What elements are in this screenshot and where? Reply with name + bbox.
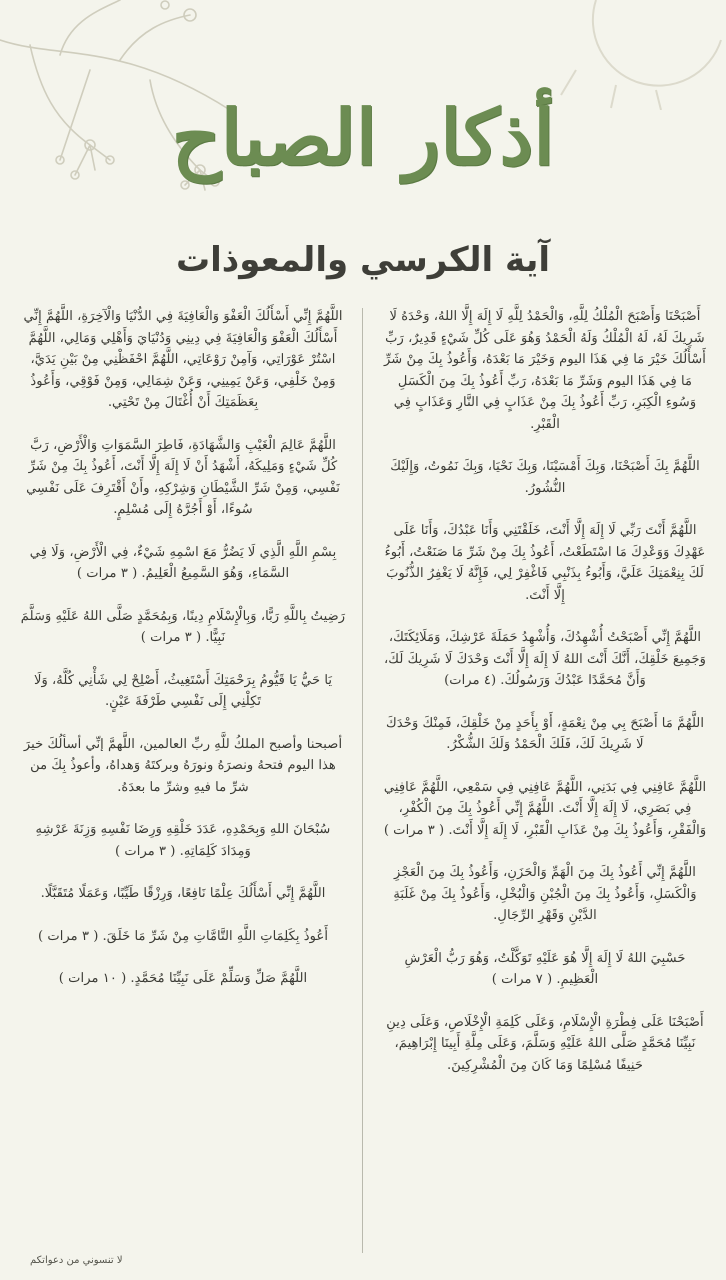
page-title: أذكار الصباح [171,93,555,182]
left-column [20,306,346,1011]
page-subtitle: آية الكرسي والمعوذات [175,240,551,280]
dhikr-item: أَصْبَحْنَا وَأَصْبَحَ الْمُلْكُ لِلَّهِ، وَالْحَمْدُ لِلَّهِ لَا إِلَهَ إِلَّا اللهُ، وَحْدَهُ لَا شَرِيكَ لَهُ، لَهُ الْمُلْكُ وَلَهُ الْحَمْدُ وَهُوَ عَلَى كُلِّ شَيْءٍ قَدِيرٌ، رَبِّ أَسْأَلُكَ خَيْرَ مَا فِي هَذَا اليوم وَخَيْرَ مَا بَعْدَهُ، وَأَعُوذُ بِكَ مِنْ شَرِّ مَا فِي هَذَا اليوم وَشَرِّ مَا بَعْدَهُ، رَبِّ أَعُوذُ بِكَ مِنَ الْكَسَلِ وَسُوءِ الْكِبَرِ، رَبِّ أَعُوذُ بِكَ مِنْ عَذَابٍ فِي النَّارِ وَعَذَابٍ فِي الْقَبْرِ. [384,309,706,432]
dhikr-item: اللَّهُمَّ صَلِّ وَسَلِّمْ عَلَى نَبِيِّنَا مُحَمَّدٍ. ( ١٠ مرات ) [58,971,308,986]
dhikr-item: رَضِيتُ بِاللَّهِ رَبًّا، وَبِالْإِسْلَامِ دِينًا، وَبِمُحَمَّدٍ صَلَّى اللهُ عَلَيْهِ وَسَلَّمَ نَبِيًّا. ( ٣ مرات ) [20,608,346,645]
dhikr-item: اللَّهُمَّ إِنِّي أَصْبَحْتُ أُشْهِدُكَ، وَأُشْهِدُ حَمَلَةَ عَرْشِكَ، وَمَلَائِكَتَكَ، وَجَمِيعَ خَلْقِكَ، أَنَّكَ أَنْتَ اللهُ لَا إِلَهَ إِلَّا أَنْتَ وَحْدَكَ لَا شَرِيكَ لَكَ، وَأَنَّ مُحَمَّدًا عَبْدُكَ وَرَسُولُكَ. (٤ مرات) [384,630,706,688]
column-divider [362,308,363,1253]
right-column [382,306,708,1097]
footer-note: لا تنسوني من دعواتكم [30,1255,123,1266]
dhikr-item: سُبْحَانَ اللهِ وَبِحَمْدِهِ، عَدَدَ خَلْقِهِ وَرِضَا نَفْسِهِ وَزِنَةَ عَرْشِهِ وَمِدَادَ كَلِمَاتِهِ. ( ٣ مرات ) [35,822,331,859]
dhikr-item: اللَّهُمَّ أَنْتَ رَبِّي لَا إِلَهَ إِلَّا أَنْتَ، خَلَقْتَنِي وَأَنَا عَبْدُكَ، وَأَنَا عَلَى عَهْدِكَ وَوَعْدِكَ مَا اسْتَطَعْتُ، أَعُوذُ بِكَ مِنْ شَرِّ مَا صَنَعْتُ، أَبُوءُ لَكَ بِنِعْمَتِكَ عَلَيَّ، وَأَبُوءُ بِذَنْبِي فَاغْفِرْ لِي، فَإِنَّهُ لَا يَغْفِرُ الذُّنُوبَ إِلَّا أَنْتَ. [384,523,706,603]
dhikr-item: اللَّهُمَّ إِنِّي أَعُوذُ بِكَ مِنَ الْهَمِّ وَالْحَزَنِ، وَأَعُوذُ بِكَ مِنَ الْعَجْزِ وَالْكَسَلِ، وَأَعُوذُ بِكَ مِنَ الْجُبْنِ وَالْبُخْلِ، وَأَعُوذُ بِكَ مِنْ غَلَبَةِ الدَّيْنِ وَقَهْرِ الرِّجَالِ. [393,865,697,923]
dhikr-item: اللَّهُمَّ بِكَ أَصْبَحْنَا، وَبِكَ أَمْسَيْنَا، وَبِكَ نَحْيَا، وَبِكَ نَمُوتُ، وَإِلَيْكَ النُّشُورُ. [390,459,700,496]
dhikr-item: أَعُوذُ بِكَلِمَاتِ اللَّهِ التَّامَّاتِ مِنْ شَرِّ مَا خَلَقَ. ( ٣ مرات ) [37,928,329,944]
dhikr-item: أصبحنا وأصبح الملكُ للَّهِ ربِّ العالمين، اللَّهمَّ إنِّي أسألُكَ خيرَ هذا اليوم فتحهُ ونصرَهُ ونورَهُ وبركتَهُ وَهداهُ، وأعوذُ بِكَ من شرِّ ما فيهِ وشرِّ ما بعدَهُ. [23,736,343,795]
dhikr-item: أَصْبَحْنَا عَلَى فِطْرَةِ الْإِسْلَامِ، وَعَلَى كَلِمَةِ الْإِخْلَاصِ، وَعَلَى دِينِ نَبِيِّنَا مُحَمَّدٍ صَلَّى اللهُ عَلَيْهِ وَسَلَّمَ، وَعَلَى مِلَّةِ أَبِينَا إِبْرَاهِيمَ، حَنِيفًا مُسْلِمًا وَمَا كَانَ مِنَ الْمُشْرِكِينَ. [386,1014,704,1073]
dhikr-item: بِسْمِ اللَّهِ الَّذِي لَا يَضُرُّ مَعَ اسْمِهِ شَيْءٌ، فِي الْأَرْضِ، وَلَا فِي السَّمَاءِ، وَهُوَ السَّمِيعُ الْعَلِيمُ. ( ٣ مرات ) [29,544,337,581]
dhikr-item: يَا حَيُّ يَا قَيُّومُ بِرَحْمَتِكَ أَسْتَغِيثُ، أَصْلِحْ لِي شَأْنِي كُلَّهُ، وَلَا تَكِلْنِي إِلَى نَفْسِي طَرْفَةَ عَيْنٍ. [33,672,333,709]
dhikr-item: اللَّهُمَّ مَا أَصْبَحَ بِي مِنْ نِعْمَةٍ، أَوْ بِأَحَدٍ مِنْ خَلْقِكَ، فَمِنْكَ وَحْدَكَ لَا شَرِيكَ لَكَ، فَلَكَ الْحَمْدُ وَلَكَ الشُّكْرُ. [386,715,704,752]
dhikr-item: حَسْبِيَ اللهُ لَا إِلَهَ إِلَّا هُوَ عَلَيْهِ تَوَكَّلْتُ، وَهُوَ رَبُّ الْعَرْشِ الْعَظِيمِ. ( ٧ مرات ) [404,950,686,987]
dhikr-item: اللَّهُمَّ إِنِّي أَسْأَلُكَ الْعَفْوَ وَالْعَافِيَةَ فِي الدُّنْيَا وَالْآخِرَةِ، اللَّهُمَّ إِنِّي أَسْأَلُكَ الْعَفْوَ وَالْعَافِيَةَ فِي دِينِي وَدُنْيَايَ وَأَهْلِي وَمَالِي، اللَّهُمَّ اسْتُرْ عَوْرَاتِي، وَآمِنْ رَوْعَاتِي، اللَّهُمَّ احْفَظْنِي مِنْ بَيْنِ يَدَيَّ، وَمِنْ خَلْفِي، وَعَنْ يَمِينِي، وَعَنْ شِمَالِي، وَمِنْ فَوْقِي، وَأَعُوذُ بِعَظَمَتِكَ أَنْ أُغْتَالَ مِنْ تَحْتِي. [23,309,343,410]
dhikr-item: اللَّهُمَّ عَافِنِي فِي بَدَنِي، اللَّهُمَّ عَافِنِي فِي سَمْعِي، اللَّهُمَّ عَافِنِي فِي بَصَرِي، لَا إِلَهَ إِلَّا أَنْتَ. اللَّهُمَّ إِنِّي أَعُوذُ بِكَ مِنَ الْكُفْرِ، وَالْفَقْرِ، وَأَعُوذُ بِكَ مِنْ عَذَابِ الْقَبْرِ، لَا إِلَهَ إِلَّا أَنْتَ. ( ٣ مرات ) [383,779,707,838]
dhikr-item: اللَّهُمَّ إِنِّي أَسْأَلُكَ عِلْمًا نَافِعًا، وَرِزْقًا طَيِّبًا، وَعَمَلًا مُتَقَبَّلًا. [40,886,326,901]
dhikr-item: اللَّهُمَّ عَالِمَ الْغَيْبِ وَالشَّهَادَةِ، فَاطِرَ السَّمَوَاتِ وَالْأَرْضِ، رَبَّ كُلِّ شَيْءٍ وَمَلِيكَهُ، أَشْهَدُ أَنْ لَا إِلَهَ إِلَّا أَنْتَ، أَعُوذُ بِكَ مِنْ شَرِّ نَفْسِي، وَمِنْ شَرِّ الشَّيْطَانِ وَشِرْكِهِ، وأَنْ أَقْتَرِفَ عَلَى نَفْسِي سُوءًا، أَوْ أَجُرَّهُ إِلَى مُسْلِمٍ. [26,437,340,517]
